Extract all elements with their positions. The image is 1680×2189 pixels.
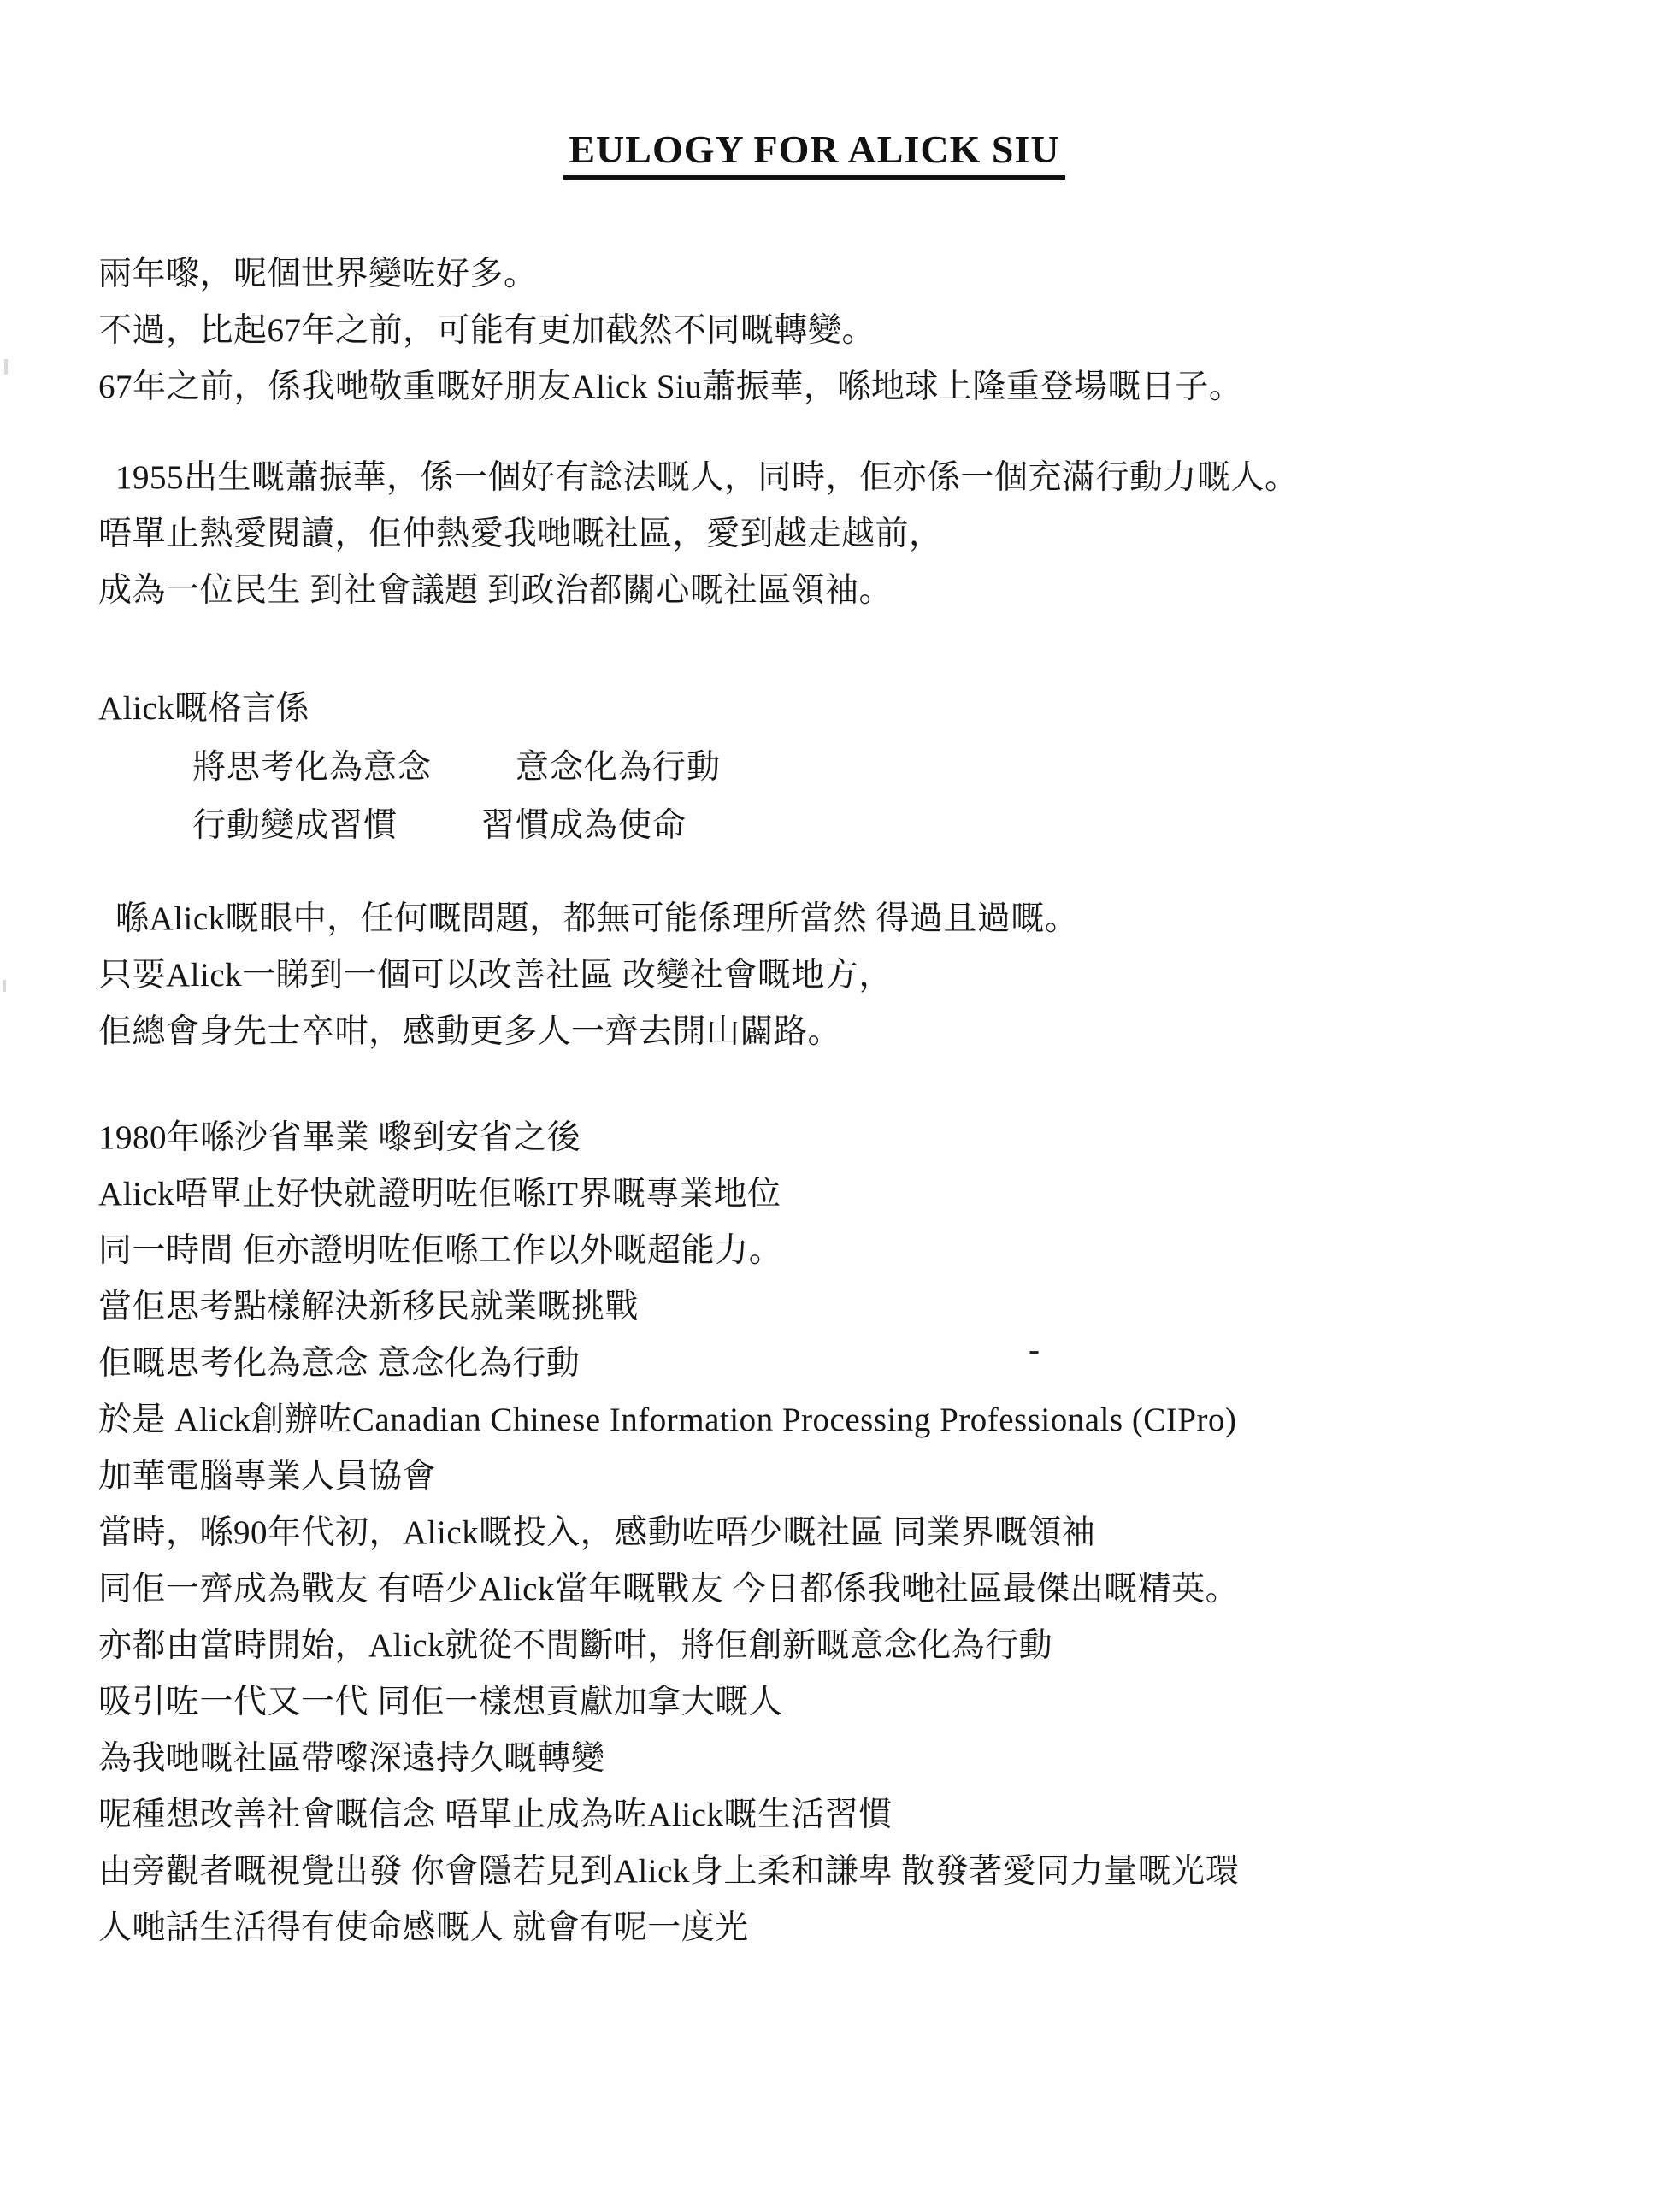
text-line: 吸引咗一代又一代 同佢一樣想貢獻加拿大嘅人 bbox=[98, 1684, 783, 1720]
text-line: 佢總會身先士卒咁，感動更多人一齊去開山闢路。 bbox=[98, 1013, 842, 1050]
text-line: 於是 Alick創辦咗Canadian Chinese Information Processing Professionals (CIPro) bbox=[98, 1401, 1237, 1438]
text-line: 1980年喺沙省畢業 嚟到安省之後 bbox=[98, 1119, 581, 1156]
paragraph bbox=[98, 450, 1629, 619]
motto-phrase: 行動變成習慣 bbox=[192, 807, 398, 844]
page-title: EULOGY FOR ALICK SIU bbox=[563, 127, 1064, 180]
text-line: 同一時間 佢亦證明咗佢喺工作以外嘅超能力。 bbox=[98, 1232, 783, 1269]
text-line: 1955出生嘅蕭振華，係一個好有諗法嘅人，同時，佢亦係一個充滿行動力嘅人。 bbox=[115, 459, 1299, 496]
scan-artifact bbox=[3, 980, 6, 992]
text-line: 加華電腦專業人員協會 bbox=[98, 1458, 437, 1495]
paragraph bbox=[98, 681, 1629, 737]
title-wrap bbox=[0, 0, 1654, 180]
motto-phrase: 將思考化為意念 bbox=[192, 749, 433, 786]
text-line: 亦都由當時開始，Alick就從不間斷咁，將佢創新嘅意念化為行動 bbox=[98, 1627, 1053, 1664]
text-line: 唔單止熱愛閱讀，佢仲熱愛我哋嘅社區，愛到越走越前， bbox=[98, 516, 943, 552]
text-line: 67年之前，係我哋敬重嘅好朋友Alick Siu蕭振華，喺地球上隆重登場嘅日子。 bbox=[98, 369, 1243, 405]
text-line: 呢種想改善社會嘅信念 唔單止成為咗Alick嘅生活習慣 bbox=[98, 1797, 893, 1833]
motto-line bbox=[98, 797, 1629, 855]
text-line: 佢嘅思考化為意念 意念化為行動 bbox=[98, 1345, 581, 1382]
text-line: Alick嘅格言係 bbox=[98, 690, 310, 727]
text-line: 為我哋嘅社區帶嚟深遠持久嘅轉變 bbox=[98, 1740, 605, 1777]
text-line: 人哋話生活得有使命感嘅人 就會有呢一度光 bbox=[98, 1909, 749, 1946]
paragraph bbox=[98, 246, 1629, 416]
motto-phrase: 意念化為行動 bbox=[516, 749, 722, 786]
text-line: Alick唔單止好快就證明咗佢喺IT界嘅專業地位 bbox=[98, 1176, 781, 1213]
document-body bbox=[0, 246, 1680, 1956]
motto-phrase: 習慣成為使命 bbox=[481, 807, 687, 844]
motto-block bbox=[98, 739, 1629, 855]
text-line: 成為一位民生 到社會議題 到政治都關心嘅社區領袖。 bbox=[98, 572, 893, 609]
text-line: 當佢思考點樣解決新移民就業嘅挑戰 bbox=[98, 1289, 640, 1325]
text-line: 喺Alick嘅眼中，任何嘅問題，都無可能係理所當然 得過且過嘅。 bbox=[115, 900, 1079, 937]
text-line: 兩年嚟，呢個世界變咗好多。 bbox=[98, 256, 538, 292]
text-line: 同佢一齊成為戰友 有唔少Alick當年嘅戰友 今日都係我哋社區最傑出嘅精英。 bbox=[98, 1571, 1240, 1608]
text-line: 不過，比起67年之前，可能有更加截然不同嘅轉變。 bbox=[98, 312, 876, 349]
paragraph bbox=[98, 891, 1629, 1060]
paragraph bbox=[98, 1110, 1629, 1956]
scan-artifact bbox=[4, 359, 8, 375]
stray-dash-mark: - bbox=[1029, 1331, 1040, 1368]
text-line: 由旁觀者嘅視覺出發 你會隱若見到Alick身上柔和謙卑 散發著愛同力量嘅光環 bbox=[98, 1853, 1240, 1890]
text-line: 當時，喺90年代初，Alick嘅投入，感動咗唔少嘅社區 同業界嘅領袖 bbox=[98, 1514, 1096, 1551]
motto-line bbox=[98, 739, 1629, 797]
text-line: 只要Alick一睇到一個可以改善社區 改變社會嘅地方， bbox=[98, 957, 893, 994]
